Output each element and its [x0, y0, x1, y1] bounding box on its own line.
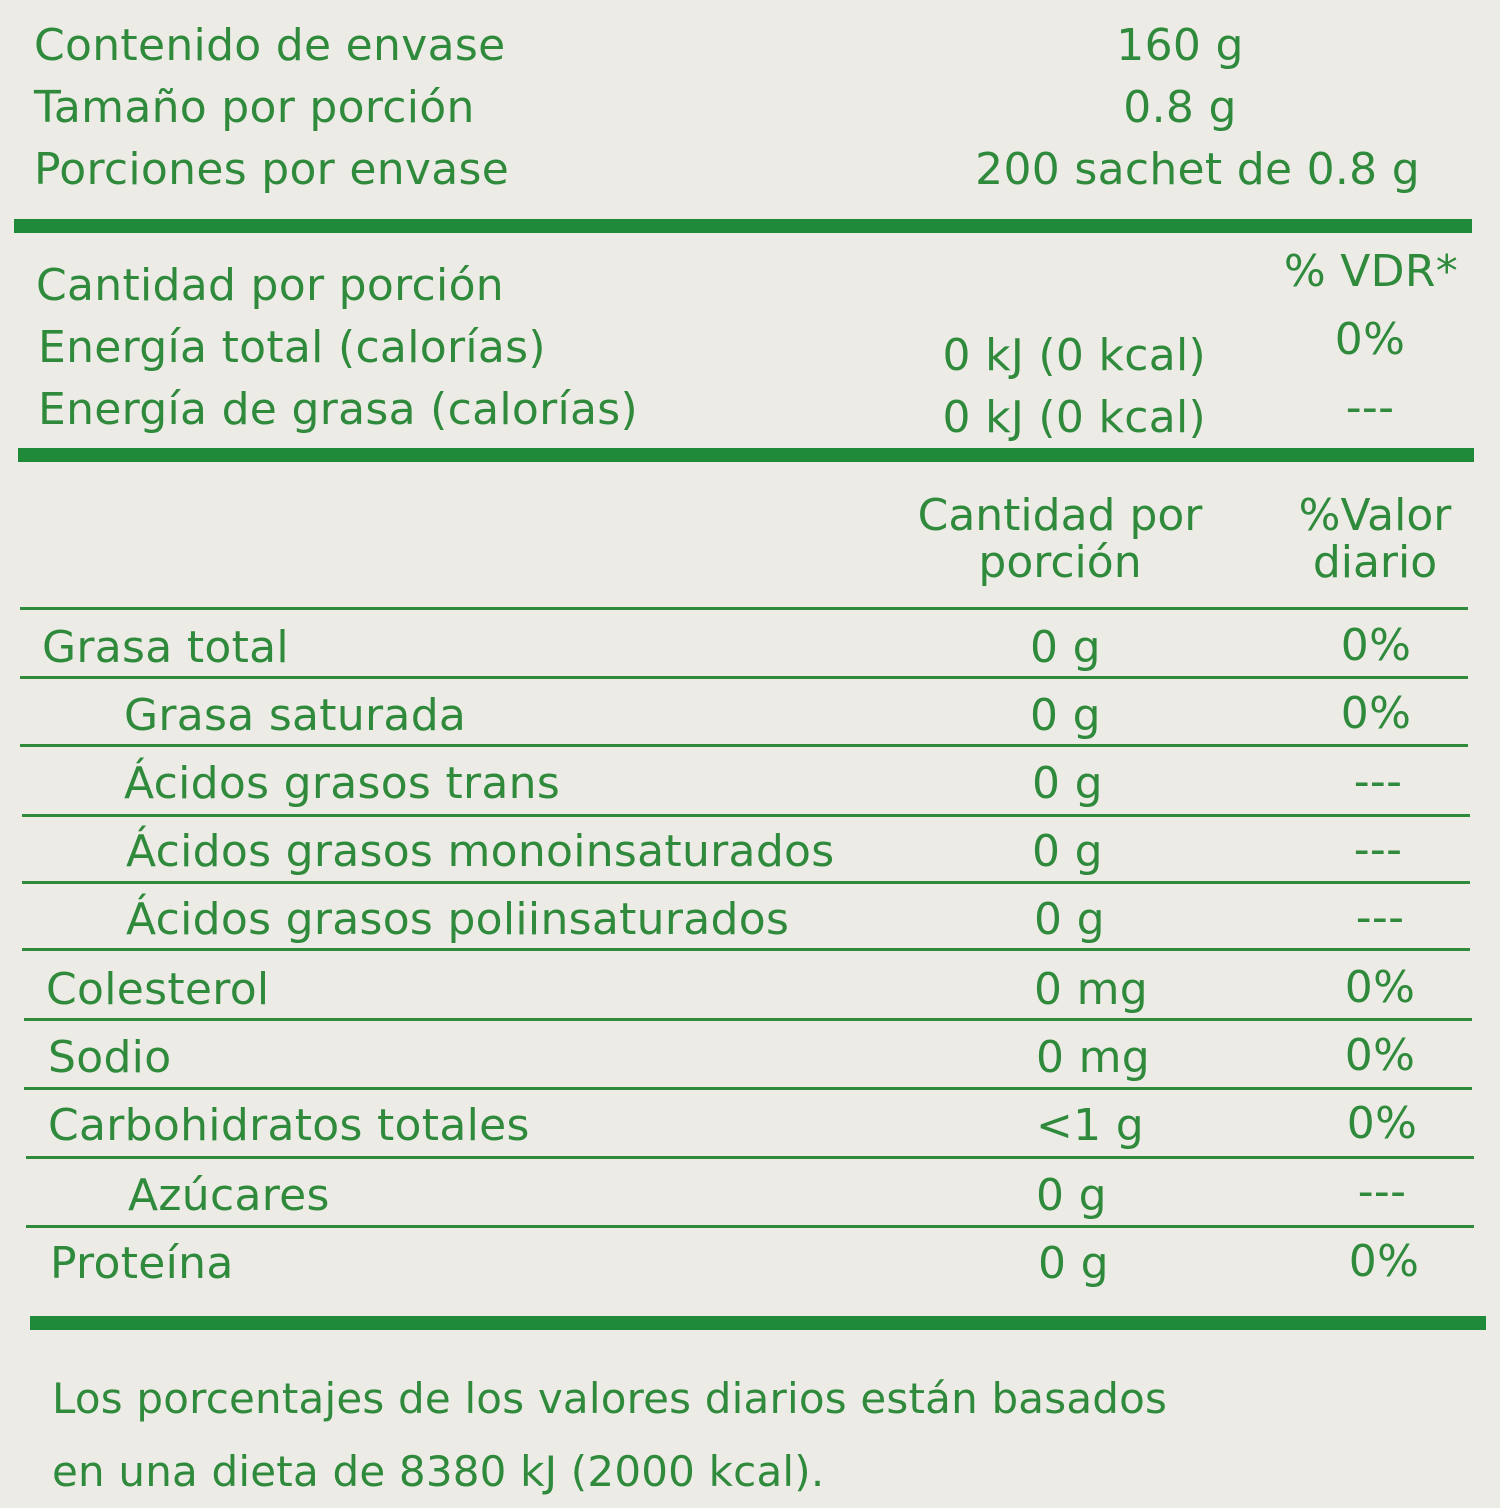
nutrient-dv: 0%	[1346, 1098, 1418, 1149]
amount-header-line1: Cantidad por	[917, 490, 1203, 541]
total-energy-vdr: 0%	[1334, 314, 1406, 365]
nutrient-dv: 0%	[1340, 688, 1412, 739]
row-divider	[22, 814, 1470, 817]
footnote-line2: en una dieta de 8380 kJ (2000 kcal).	[52, 1447, 825, 1496]
total-energy-value: 0 kJ (0 kcal)	[942, 330, 1206, 381]
nutrient-label: Ácidos grasos trans	[124, 758, 561, 809]
nutrient-dv: ---	[1355, 892, 1405, 943]
nutrient-dv: 0%	[1348, 1236, 1420, 1287]
nutrient-dv: ---	[1357, 1166, 1407, 1217]
vdr-header: % VDR*	[1283, 246, 1458, 297]
footnote-line1: Los porcentajes de los valores diarios están basados	[52, 1374, 1168, 1423]
nutrient-label: Ácidos grasos poliinsaturados	[126, 894, 790, 945]
package-content-label: Contenido de envase	[34, 20, 506, 71]
daily-value-column-header	[1280, 492, 1470, 586]
row-divider	[22, 948, 1470, 951]
nutrient-label: Proteína	[50, 1238, 234, 1289]
fat-energy-label: Energía de grasa (calorías)	[38, 384, 638, 435]
nutrient-dv: 0%	[1344, 962, 1416, 1013]
servings-per-package-value: 200 sachet de 0.8 g	[975, 144, 1420, 195]
nutrient-amount: <1 g	[1036, 1100, 1144, 1151]
fat-energy-vdr: ---	[1345, 382, 1395, 433]
row-divider	[26, 1225, 1474, 1228]
dv-header-line1: %Valor	[1298, 490, 1452, 541]
nutrient-label: Colesterol	[46, 964, 270, 1015]
section-divider	[14, 219, 1472, 233]
nutrient-label: Grasa total	[42, 622, 289, 673]
section-divider	[30, 1316, 1486, 1330]
nutrient-dv: ---	[1353, 756, 1403, 807]
dv-header-line2: diario	[1312, 537, 1438, 588]
nutrient-amount: 0 mg	[1034, 964, 1148, 1015]
nutrient-amount: 0 g	[1030, 622, 1101, 673]
nutrient-label: Azúcares	[128, 1170, 330, 1221]
nutrient-label: Grasa saturada	[124, 690, 467, 741]
nutrient-label: Ácidos grasos monoinsaturados	[126, 826, 835, 877]
row-divider	[24, 1018, 1472, 1021]
row-divider	[26, 1156, 1474, 1159]
nutrient-label: Sodio	[48, 1032, 172, 1083]
nutrient-dv: 0%	[1344, 1030, 1416, 1081]
amount-column-header	[900, 492, 1220, 586]
nutrient-amount: 0 g	[1032, 826, 1103, 877]
nutrient-amount: 0 g	[1036, 1170, 1107, 1221]
row-divider	[20, 744, 1468, 747]
nutrient-amount: 0 g	[1032, 758, 1103, 809]
nutrient-amount: 0 g	[1034, 894, 1105, 945]
nutrient-amount: 0 mg	[1036, 1032, 1150, 1083]
row-divider	[24, 1087, 1472, 1090]
nutrient-amount: 0 g	[1030, 690, 1101, 741]
nutrient-label: Carbohidratos totales	[48, 1100, 530, 1151]
total-energy-label: Energía total (calorías)	[38, 322, 546, 373]
footnote	[52, 1362, 1472, 1508]
package-content-value: 160 g	[1116, 20, 1244, 71]
amount-header-line2: porción	[978, 537, 1142, 588]
energy-header-label: Cantidad por porción	[36, 260, 504, 311]
nutrient-amount: 0 g	[1038, 1238, 1109, 1289]
row-divider	[22, 881, 1470, 884]
serving-size-value: 0.8 g	[1123, 82, 1237, 133]
serving-size-label: Tamaño por porción	[34, 82, 475, 133]
servings-per-package-label: Porciones por envase	[34, 144, 510, 195]
nutrient-dv: 0%	[1340, 620, 1412, 671]
nutrient-dv: ---	[1353, 824, 1403, 875]
row-divider	[20, 676, 1468, 679]
row-divider	[20, 607, 1468, 610]
section-divider	[18, 448, 1474, 462]
fat-energy-value: 0 kJ (0 kcal)	[942, 392, 1206, 443]
